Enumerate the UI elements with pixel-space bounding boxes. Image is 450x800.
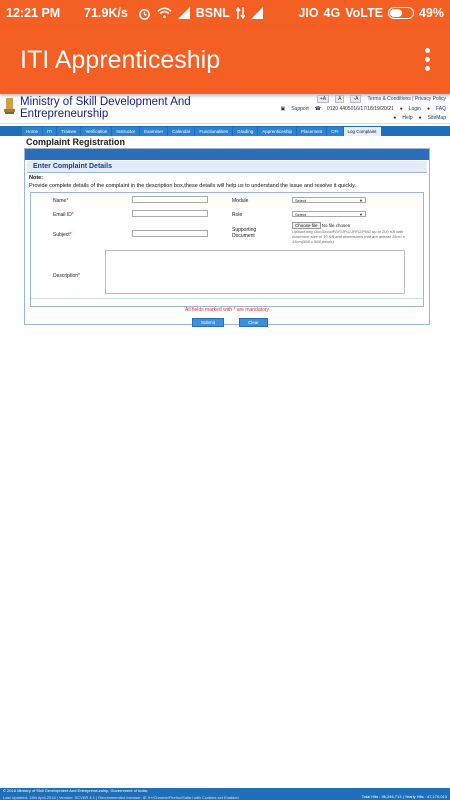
nav-tab-log-complaint[interactable]: Log Complaint — [344, 127, 381, 136]
name-input[interactable] — [132, 196, 208, 203]
nav-tab-trainee[interactable]: Trainee — [57, 127, 80, 136]
national-emblem-icon — [3, 96, 16, 118]
email-input[interactable] — [132, 210, 208, 217]
description-textarea[interactable] — [105, 250, 405, 294]
header-links — [280, 95, 446, 124]
section-title: Enter Complaint Details — [27, 161, 427, 173]
login-link[interactable]: Login — [408, 106, 421, 112]
status-speed: 71.9K/s — [84, 6, 128, 20]
footer-copyright: © 2016 Ministry of Skill Development And Entrepreneurship, Government of India. — [3, 788, 148, 793]
app-title: ITI Apprenticeship — [20, 45, 221, 74]
support-icon: ▣ — [280, 106, 286, 112]
nav-tab-apprenticeship[interactable]: Apprenticeship — [258, 127, 296, 136]
footer-hits: Total Hits : 96,246,713 | Yearly Hits : 47,170,013 — [361, 794, 447, 799]
ministry-name — [20, 96, 191, 120]
faq-link[interactable]: FAQ — [435, 106, 446, 112]
status-volte: VoLTE — [345, 6, 383, 20]
module-label: Module — [232, 198, 249, 204]
file-picker — [292, 222, 350, 229]
chevron-down-icon: ▼ — [359, 212, 363, 217]
note-label: Note: — [29, 175, 44, 181]
faq-icon: ● — [426, 106, 430, 112]
phone-number: 0120 4405016/17/18/19/20/21 — [326, 106, 394, 112]
footer-last-updated: Last Updated: 13th April 2016 | Version: SCVER 4.1 | Recommended browser: IE 9+/Chrome/Firefox/Safari with Cookies set Enabled — [3, 795, 239, 800]
text-size-increase-button[interactable]: +A — [317, 95, 329, 103]
nav-tab-placement[interactable]: Placement — [297, 127, 326, 136]
signal-icon — [178, 7, 190, 19]
note-text: Provide complete details of the complaint in the description box,these details will help us to understand the issue and resolve it quickly. — [29, 183, 357, 189]
data-arrows-icon — [236, 7, 245, 19]
signal-icon — [251, 7, 263, 19]
mandatory-note: All fields marked with * are mandatory — [185, 307, 269, 313]
nav-tab-calendar[interactable]: Calendar — [168, 127, 194, 136]
description-label: Description* — [53, 273, 80, 279]
role-label: Role — [232, 212, 243, 218]
nav-tab-instructor[interactable]: Instructor — [112, 127, 139, 136]
text-size-normal-button[interactable]: A — [335, 95, 344, 103]
help-icon: ● — [393, 115, 397, 121]
site-header — [0, 94, 450, 124]
role-select[interactable]: Select ▼ — [292, 211, 366, 217]
clear-button[interactable]: Clear — [239, 318, 268, 327]
overflow-menu-icon[interactable] — [425, 48, 430, 71]
app-bar — [0, 26, 450, 94]
status-carrier2: JIO — [298, 6, 319, 20]
no-file-text: No file chosen — [321, 223, 351, 228]
phone-icon: ☎ — [314, 106, 321, 112]
main-nav — [0, 126, 450, 136]
chevron-down-icon: ▼ — [359, 198, 363, 203]
subject-input[interactable] — [132, 230, 208, 237]
module-select[interactable]: Select ▼ — [292, 197, 366, 203]
page-title: Complaint Registration — [26, 137, 126, 147]
name-label: Name* — [53, 198, 69, 204]
sitemap-link[interactable]: SiteMap — [427, 115, 446, 121]
webview — [0, 94, 450, 325]
support-link[interactable]: Support — [291, 106, 309, 112]
nav-tab-cfi[interactable]: CFI — [327, 127, 342, 136]
terms-link[interactable]: Terms & Conditions | Privacy Policy — [367, 96, 446, 102]
nav-tab-grading[interactable]: Grading — [233, 127, 257, 136]
login-icon: ● — [399, 106, 403, 112]
ministry-name-line2: Entrepreneurship — [20, 108, 109, 120]
status-battery: 49% — [418, 6, 444, 20]
complaint-form — [30, 192, 424, 307]
subject-label: Subject* — [53, 232, 72, 238]
wifi-icon — [157, 7, 172, 19]
supporting-doc-label: Supporting Document — [232, 227, 257, 239]
help-link[interactable]: Help — [402, 115, 413, 121]
text-size-decrease-button[interactable]: -A — [350, 95, 361, 103]
file-hint: Upload only Doc/Docx/PDF/JPG/JPEG/PNG up to 200 KB with maximum size of 10 KB and dimensions that are atleast 15cm x 15cm(566 x 566 points) — [292, 229, 405, 244]
ministry-name-line1: Ministry of Skill Development And — [20, 96, 191, 108]
complaint-panel — [24, 148, 430, 325]
choose-file-button[interactable]: Choose file — [292, 222, 321, 229]
status-network: 4G — [323, 6, 341, 20]
submit-button[interactable]: Submit — [192, 318, 224, 327]
nav-tab-iti[interactable]: ITI — [43, 127, 56, 136]
nav-tab-functionalities[interactable]: Functionalities — [195, 127, 232, 136]
status-carrier1: BSNL — [195, 6, 230, 20]
status-icons — [138, 6, 263, 20]
status-right — [298, 6, 444, 20]
status-time: 12:21 PM — [6, 6, 61, 20]
nav-tab-verification[interactable]: Verification — [81, 127, 111, 136]
email-label: Email ID* — [53, 212, 74, 218]
sitemap-icon: ● — [418, 115, 422, 121]
status-bar — [0, 0, 450, 26]
nav-tab-home[interactable]: Home — [22, 127, 42, 136]
battery-icon — [388, 7, 414, 19]
site-footer — [0, 788, 450, 800]
nav-tab-examiner[interactable]: Examiner — [140, 127, 167, 136]
panel-header-bar — [25, 149, 429, 160]
alarm-icon — [138, 7, 151, 20]
